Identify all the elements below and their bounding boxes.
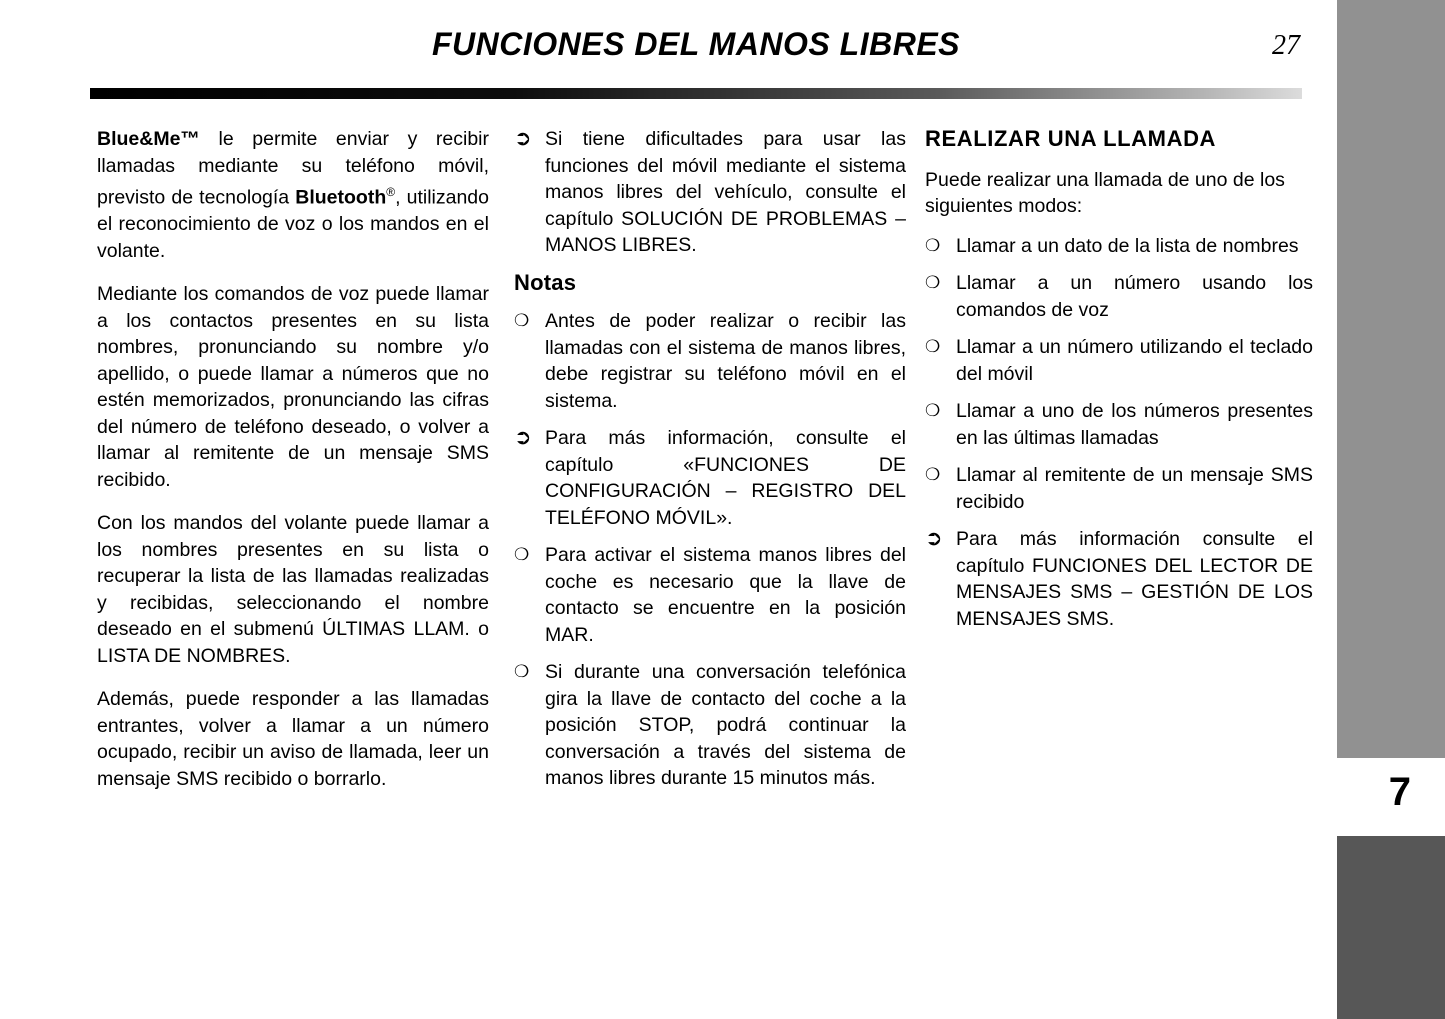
header-gradient-rule [90, 88, 1302, 99]
list-item-text: Para más información, consulte el capítulo «FUNCIONES DE CONFIGURACIÓN – REGISTRO DEL TELÉFONO MÓVIL». [545, 427, 906, 529]
paragraph: Puede realizar una llamada de uno de los siguientes modos: [925, 168, 1285, 217]
list-item-text: Llamar a uno de los números presentes en las últimas llamadas [956, 400, 1313, 449]
list-item [925, 270, 1313, 323]
circle-bullet-icon: ❍ [514, 311, 530, 330]
list-item [514, 542, 906, 648]
column-3 [925, 126, 1313, 643]
list-item-text: Antes de poder realizar o recibir las llamadas con el sistema de manos libres, debe registrar su teléfono móvil en el sistema. [545, 310, 906, 412]
list-item-text: Para activar el sistema manos libres del coche es necesario que la llave de contacto se encuentre en la posición MAR. [545, 544, 906, 646]
list-item-text: Llamar a un número usando los comandos de voz [956, 272, 1313, 321]
sidebar-strip-bottom [1337, 836, 1445, 1019]
paragraph-text: , utilizando el reconocimiento de voz o los mandos en el volante. [97, 186, 489, 262]
paragraph: Mediante los comandos de voz puede llamar a los contactos presentes en su lista nombres, pronunciando su nombre y/o apellido, o puede llamar a números que no estén memorizados, pronunciando las cifras del número de teléfono deseado, o volver a llamar al remitente de un mensaje SMS recibido. [97, 283, 489, 491]
paragraph: Además, puede responder a las llamadas entrantes, volver a llamar a un número ocupado, recibir un aviso de llamada, leer un mensaje SMS recibido o borrarlo. [97, 688, 489, 790]
sidebar-strip-top [1337, 0, 1445, 758]
list-item-text: Para más información consulte el capítulo FUNCIONES DEL LECTOR DE MENSAJES SMS – GESTIÓN DE LOS MENSAJES SMS. [956, 528, 1313, 630]
list-item [514, 659, 906, 792]
blueme-brand-text: Blue&Me™ [97, 128, 200, 150]
arrow-bullet-icon: ➲ [514, 127, 532, 150]
circle-bullet-icon: ❍ [925, 235, 941, 255]
list-item-text: Llamar al remitente de un mensaje SMS recibido [956, 464, 1313, 513]
section-tab-number: 7 [1388, 770, 1411, 814]
list-item [925, 462, 1313, 515]
notes-heading: Notas [514, 269, 577, 295]
page-number: 27 [1272, 30, 1300, 61]
list-item [925, 398, 1313, 451]
paragraph-blueme [97, 126, 489, 264]
column-1 [97, 126, 489, 809]
list-item [514, 425, 906, 531]
arrow-bullet-icon: ➲ [514, 426, 532, 449]
circle-bullet-icon: ❍ [514, 545, 530, 564]
column-2 [514, 126, 906, 803]
list-item [925, 233, 1313, 260]
page-title: FUNCIONES DEL MANOS LIBRES [432, 26, 960, 62]
bluetooth-brand-text: Bluetooth [295, 186, 387, 209]
paragraph: Con los mandos del volante puede llamar a los nombres presentes en su lista o recuperar la lista de las llamadas realizadas y recibidas, seleccionando el nombre deseado en el submenú ÚLTIMAS LLAM. o LISTA DE NOMBRES. [97, 512, 489, 667]
list-item [514, 308, 906, 414]
list-item [925, 334, 1313, 387]
circle-bullet-icon: ❍ [925, 273, 941, 292]
list-item [514, 126, 906, 259]
list-item [925, 526, 1313, 632]
list-item-text: Si durante una conversación telefónica gira la llave de contacto del coche a la posición STOP, podrá continuar la conversación a través del sistema de manos libres durante 15 minutos más. [545, 661, 906, 789]
circle-bullet-icon: ❍ [925, 337, 941, 356]
list-item-text: Si tiene dificultades para usar las funciones del móvil mediante el sistema manos libres del vehículo, consulte el capítulo SOLUCIÓN DE PROBLEMAS – MANOS LIBRES. [545, 128, 906, 256]
registered-mark: ® [386, 185, 396, 199]
circle-bullet-icon: ❍ [925, 401, 941, 420]
circle-bullet-icon: ❍ [925, 465, 941, 484]
section-heading: REALIZAR UNA LLAMADA [925, 126, 1217, 151]
arrow-bullet-icon: ➲ [925, 527, 943, 550]
circle-bullet-icon: ❍ [514, 662, 530, 681]
paragraph-text: le permite enviar y recibir llamadas mediante su teléfono móvil, previsto de tecnología [97, 128, 489, 209]
list-item-text: Llamar a un número utilizando el teclado del móvil [956, 336, 1313, 385]
list-item-text: Llamar a un dato de la lista de nombres [956, 234, 1299, 257]
